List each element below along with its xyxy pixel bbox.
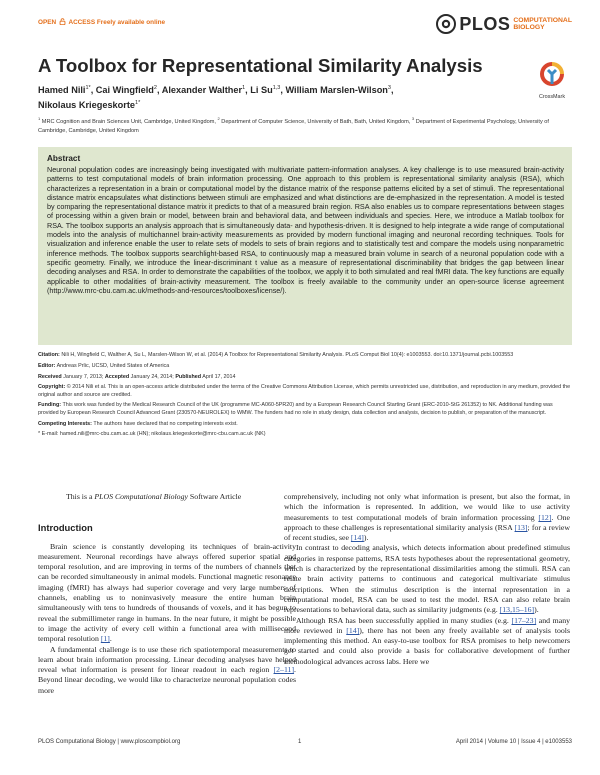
author-name[interactable]: Li Su$^{1,3}$, — [250, 85, 286, 95]
plos-logo-text: PLOS — [459, 13, 511, 34]
author-name[interactable]: Cai Wingfield$^2$, — [95, 85, 162, 95]
reference-link[interactable]: [14] — [346, 625, 360, 635]
contact-email[interactable]: * E-mail: hamed.nili@mrc-cbu.cam.ac.uk (HN); nikolaus.kriegeskorte@mrc-cbu.cam.ac.uk (NK) — [38, 431, 266, 438]
funding: Funding: This work was funded by the Medical Research Council of the UK (programme MC-A060-5PR20) and by a European Research Council Starting Grant (ERC-2010-StG 261352) to NK. Additional funding was provided by European Research Council Advanced Grant (230570-NEUROLEX) to WMW. The funders had no role in study design, data collection and analysis, decision to publish, or preparation of the manuscript. — [38, 402, 553, 416]
open-lock-icon — [59, 18, 66, 25]
article-metadata — [38, 352, 572, 439]
page-number: 1 — [298, 739, 302, 745]
crossmark-icon — [537, 60, 567, 88]
dates: Received January 7, 2013; Accepted January 24, 2014; Published April 17, 2014 — [38, 373, 236, 380]
journal-header — [38, 12, 572, 38]
reference-link[interactable]: [13,15–16] — [499, 605, 535, 615]
article-type-note: This is a PLOS Computational Biology Software Article — [66, 492, 242, 501]
crossmark-label: CrossMark — [538, 94, 566, 100]
freely-available-text: Freely available online — [96, 19, 166, 26]
abstract-heading: Abstract — [47, 154, 81, 163]
open-access-label — [38, 18, 165, 26]
body-paragraph: Brain science is constantly developing its techniques of brain-activity measurement. Neuronal recordings have always offered superior spatial and temporal resolution, and are improving in terms of the numbers of channels that can be recorded simultaneously in animal models. Functional magnetic resonance imaging (fMRI) has always had superior coverage and very large numbers of channels, enabling us to noninvasively measure the entire human brain simultaneously with tens to hundreds of thousands of voxels, and it has begun to reveal the submillimeter range in humans. In the near future, it might be possible to image the activity of every cell within a functional area with millisecond temporal resolution [1]. — [38, 541, 296, 644]
reference-link[interactable]: [12] — [538, 512, 552, 522]
competing-interests: Competing Interests: The authors have declared that no competing interests exist. — [38, 420, 238, 427]
body-column-left — [38, 492, 296, 696]
copyright: Copyright: © 2014 Nili et al. This is an open-access article distributed under the terms of the Creative Commons Attribution License, which permits unrestricted use, distribution, and reproduction in any medium, provided the original author and source are credited. — [38, 384, 571, 398]
body-paragraph: comprehensively, including not only what information is present, but also the format, in which the information is represented. In addition, we would like to use activity measurements to test computational models of brain information processing [12]. One approach to these challenges is representational similarity analysis (RSA [13]; for a review of recent studies, see [14]). — [284, 492, 571, 543]
body-paragraph: In contrast to decoding analysis, which detects information about predefined stimulus categories in response patterns, RSA tests hypotheses about the representational geometry, which is characterized by the representational dissimilarities among the stimuli. RSA can relate brain activity patterns to continuous and categorical multivariate stimulus descriptions. When the stimulus description is the internal representation in a computational model, RSA can be used to test the model. RSA can also relate brain representations to behavioral data, such as similarity judgments (e.g. [13,15–16]). — [284, 543, 570, 615]
body-paragraph: Although RSA has been successfully applied in many studies (e.g. [17–23] and many more reviewed in [14]), there has not been any freely available set of analysis tools implementing this method. An easy-to-use toolbox for RSA promises to help newcomers get started and could also provide a basis for collaborative development of further methodological advances across labs. Here we — [284, 615, 570, 666]
paper-title: A Toolbox for Representational Similarity Analysis — [38, 55, 483, 76]
plos-logo[interactable] — [435, 12, 572, 36]
author-name[interactable]: Nikolaus Kriegeskorte$^{1*}$ — [38, 99, 141, 110]
journal-name — [513, 17, 572, 31]
footer-journal-url[interactable]: PLOS Computational Biology | www.ploscompbiol.org — [38, 739, 181, 745]
author-list — [38, 82, 528, 111]
journal-name-line1: COMPUTATIONAL — [513, 17, 572, 24]
crossmark-badge[interactable] — [530, 60, 574, 100]
reference-link[interactable]: [2–11] — [273, 665, 295, 675]
body-paragraph: A fundamental challenge is to use these rich spatiotemporal measurements to learn about brain information processing. Linear decoding analyses have helped reveal what information is present for linear readout in each region [2–11]. Beyond linear decoding, we would like to characterize neuronal population codes more — [38, 644, 296, 695]
affiliations: $^1$ MRC Cognition and Brain Sciences Unit, Cambridge, United Kingdom, $^2$ Department of Computer Science, University of Bath, Bath, United Kingdom, $^3$ Department of Experimental Psychology, University of Cambridge, Cambridge, United Kingdom — [38, 116, 549, 135]
author-name[interactable]: William Marslen-Wilson$^3$, — [285, 85, 394, 95]
reference-link[interactable]: [13] — [514, 522, 528, 532]
access-word: ACCESS — [68, 19, 96, 26]
affiliation-text: MRC Cognition and Brain Sciences Unit, Cambridge, United Kingdom, — [41, 119, 216, 125]
citation: Citation: Nili H, Wingfield C, Walther A, Su L, Marslen-Wilson W, et al. (2014) A Toolbox for Representational Similarity Analysis. PLoS Comput Biol 10(4): e1003553. doi:10.1371/journal.pcbi.1003553 — [38, 352, 514, 358]
open-access-word: OPEN — [38, 19, 57, 26]
reference-link[interactable]: [17–23] — [511, 615, 537, 625]
affiliation-text: Department of Computer Science, University of Bath, Bath, United Kingdom, — [221, 119, 411, 125]
reference-link[interactable]: [1] — [100, 634, 110, 644]
affiliation-text: Department of Experimental Psychology, University of Cambridge, Cambridge, United Kingdom — [38, 119, 549, 135]
abstract-box — [38, 147, 572, 345]
journal-name-line2: BIOLOGY — [513, 24, 545, 31]
abstract-text: Neuronal population codes are increasingly being investigated with multivariate pattern-information analyses. A key challenge is to use measured brain-activity patterns to test computational models of brain information processing. One approach to this problem is representational similarity analysis (RSA), which characterizes a representation in a brain or computational model by the distance matrix of the response patterns elicited by a set of stimuli. The representational distance matrix encapsulates what distinctions between stimuli are emphasized and what distinctions are de-emphasized in the representation. A model is tested by comparing the representational distance matrix it predicts to that of a measured brain region. RSA also enables us to compare representations between stages of processing within a given brain or model, between brain and behavioral data, and between individuals and species. Here, we introduce a Matlab toolbox for RSA. The toolbox supports an analysis approach that is simultaneously data- and hypothesis-driven. It is designed to help integrate a wide range of computational models into the analysis of multichannel brain-activity measurements as provided by modern functional imaging and neuronal recording techniques. Tools for visualization and inference enable the user to relate sets of models to sets of brain regions and to statistically test and compare the models using nonparametric inference methods. The toolbox supports searchlight-based RSA, to continuously map a measured brain volume in search of a neuronal population code with a specific geometry. Finally, we introduce the linear-discriminant t value as a measure of representational discriminability that bridges the gap between linear decoding analyses and RSA. In order to demonstrate the capabilities of the toolbox, we apply it to both simulated and real fMRI data. The key functions are equally applicable to other modalities of brain-activity measurement. The toolbox is freely available to the community under an open-source license agreement (http://www.mrc-cbu.cam.ac.uk/methods-and-resources/toolboxes/license/). — [47, 165, 564, 295]
author-name[interactable]: Hamed Nili$^{1*}$, — [38, 85, 96, 95]
reference-link[interactable]: [14] — [350, 533, 364, 543]
author-name[interactable]: Alexander Walther$^1$, — [161, 85, 251, 95]
introduction-heading: Introduction — [38, 522, 93, 534]
plos-logo-icon — [435, 13, 457, 35]
body-column-right — [284, 492, 570, 667]
page-footer — [38, 739, 572, 751]
footer-issue: April 2014 | Volume 10 | Issue 4 | e1003553 — [455, 739, 572, 745]
editor: Editor: Andreas Prlic, UCSD, United States of America — [38, 362, 170, 369]
